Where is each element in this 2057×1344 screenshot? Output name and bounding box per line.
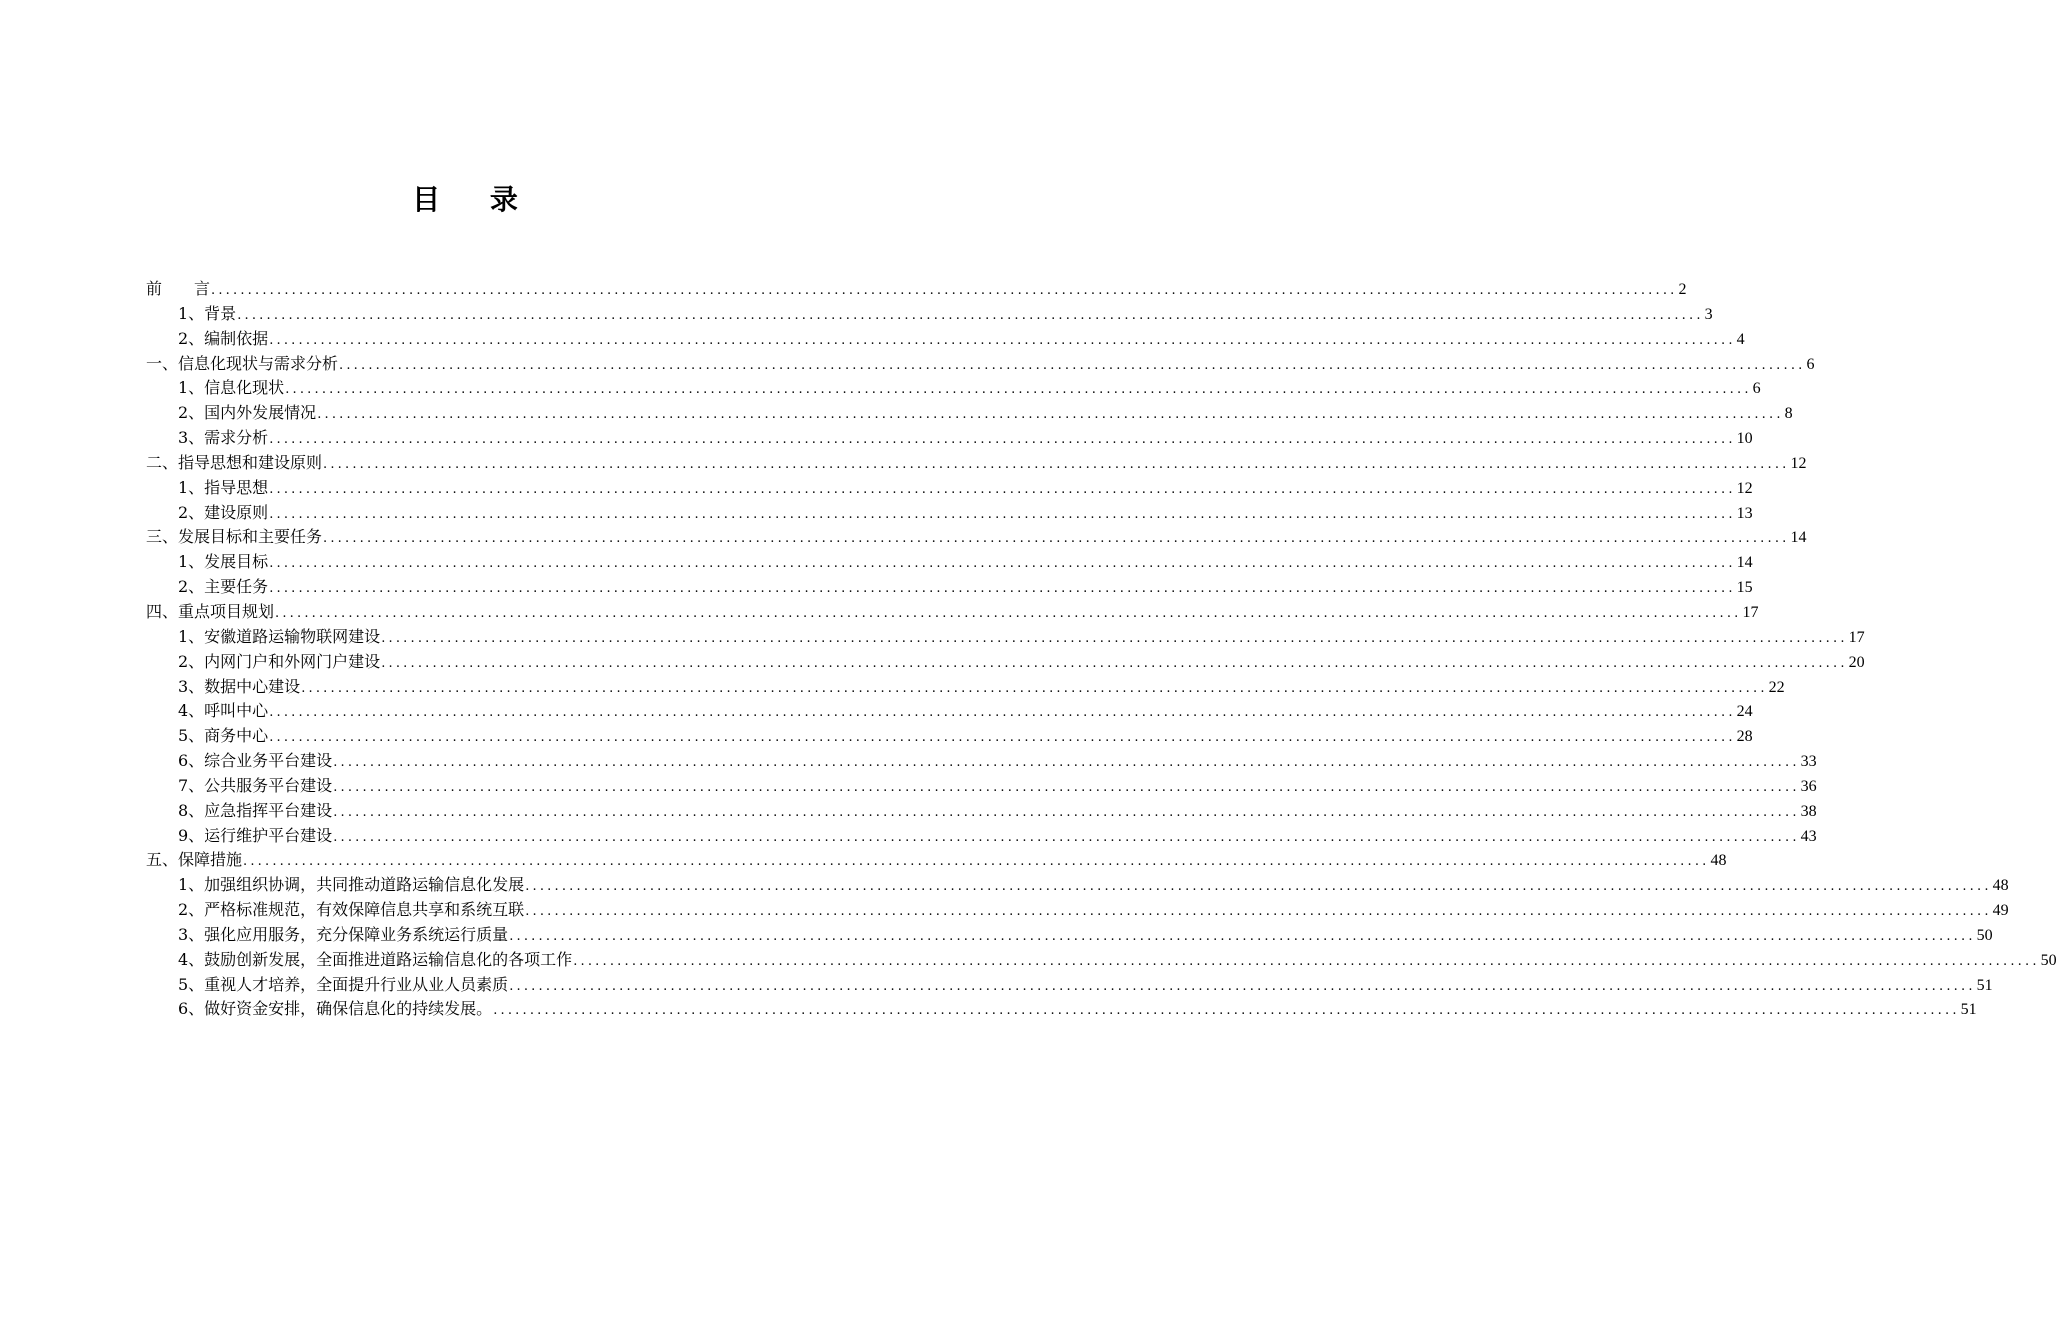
toc-entry-page-number: 22 [1768, 678, 1785, 696]
toc-entry[interactable] [146, 426, 1753, 451]
toc-entry-label: 三、发展目标和主要任务 [146, 527, 323, 547]
toc-entry-page-number: 36 [1800, 777, 1817, 795]
dot-leader: ........................................................................................................................................................................................................ [211, 283, 1678, 298]
toc-entry-label: 2、主要任务 [178, 577, 269, 597]
toc-entry-page-number: 51 [1960, 1001, 1977, 1019]
toc-entry-page-number: 48 [1710, 852, 1727, 870]
toc-entry-page-number: 13 [1736, 504, 1753, 522]
toc-title: 目 录 [412, 183, 538, 216]
toc-entry[interactable] [146, 948, 2057, 973]
toc-entry[interactable] [146, 848, 1727, 873]
toc-entry[interactable] [146, 600, 1759, 625]
toc-entry-label: 一、信息化现状与需求分析 [146, 353, 339, 373]
toc-entry[interactable] [146, 799, 1817, 824]
dot-leader: ........................................................................................................................................................................................................ [381, 630, 1848, 646]
table-of-contents [146, 277, 2057, 1022]
dot-leader: ........................................................................................................................................................................................................ [323, 531, 1790, 547]
toc-entry-page-number: 51 [1976, 976, 1993, 994]
toc-entry-page-number: 28 [1736, 728, 1753, 746]
toc-entry[interactable] [146, 352, 1815, 377]
toc-entry-label: 4、呼叫中心 [178, 701, 269, 721]
toc-entry-page-number: 6 [1752, 380, 1761, 398]
toc-entry-page-number: 2 [1678, 281, 1687, 298]
toc-entry-label: 1、信息化现状 [178, 378, 285, 398]
toc-entry-page-number: 3 [1704, 305, 1713, 323]
toc-entry-page-number: 50 [1976, 926, 1993, 944]
toc-entry[interactable] [146, 501, 1753, 526]
toc-entry-page-number: 17 [1848, 628, 1865, 646]
toc-entry-page-number: 14 [1736, 554, 1753, 572]
toc-entry[interactable] [146, 675, 1785, 700]
toc-entry-page-number: 12 [1736, 479, 1753, 497]
dot-leader: ........................................................................................................................................................................................................ [317, 407, 1784, 423]
toc-entry-label: 二、指导思想和建设原则 [146, 452, 323, 472]
toc-entry-label: 4、鼓励创新发展，全面推进道路运输信息化的各项工作 [178, 949, 573, 969]
toc-entry-label: 9、运行维护平台建设 [178, 825, 333, 845]
dot-leader: ........................................................................................................................................................................................................ [269, 332, 1736, 348]
toc-entry-page-number: 33 [1800, 753, 1817, 771]
dot-leader: ........................................................................................................................................................................................................ [509, 928, 1976, 944]
dot-leader: ........................................................................................................................................................................................................ [269, 432, 1736, 448]
dot-leader: ........................................................................................................................................................................................................ [493, 1003, 1960, 1019]
toc-entry-label: 3、强化应用服务，充分保障业务系统运行质量 [178, 924, 509, 944]
toc-entry-label: 2、国内外发展情况 [178, 403, 317, 423]
toc-entry[interactable] [146, 550, 1753, 575]
toc-entry[interactable] [146, 699, 1753, 724]
toc-entry-page-number: 6 [1806, 355, 1815, 373]
toc-entry-label: 6、综合业务平台建设 [178, 751, 333, 771]
toc-entry-label: 3、数据中心建设 [178, 676, 301, 696]
toc-entry-label: 7、公共服务平台建设 [178, 775, 333, 795]
toc-entry-label: 四、重点项目规划 [146, 601, 275, 621]
dot-leader: ........................................................................................................................................................................................................ [509, 978, 1976, 994]
dot-leader: ........................................................................................................................................................................................................ [269, 506, 1736, 522]
dot-leader: ........................................................................................................................................................................................................ [381, 655, 1848, 671]
toc-entry[interactable] [146, 997, 1977, 1022]
toc-entry-label: 五、保障措施 [146, 850, 243, 870]
dot-leader: ........................................................................................................................................................................................................ [333, 755, 1800, 771]
toc-entry-page-number: 8 [1784, 405, 1793, 423]
toc-entry-page-number: 48 [1992, 877, 2009, 895]
toc-entry-label: 2、内网门户和外网门户建设 [178, 651, 381, 671]
toc-entry[interactable] [146, 898, 2009, 923]
toc-entry-page-number: 50 [2040, 951, 2057, 969]
dot-leader: ........................................................................................................................................................................................................ [323, 456, 1790, 472]
dot-leader: ........................................................................................................................................................................................................ [525, 879, 1992, 895]
toc-entry-page-number: 49 [1992, 902, 2009, 920]
toc-entry[interactable] [146, 625, 1865, 650]
toc-entry[interactable] [146, 575, 1753, 600]
dot-leader: ........................................................................................................................................................................................................ [243, 854, 1710, 870]
toc-entry[interactable] [146, 451, 1807, 476]
toc-entry[interactable] [146, 724, 1753, 749]
toc-entry-page-number: 20 [1848, 653, 1865, 671]
dot-leader: ........................................................................................................................................................................................................ [573, 953, 2040, 969]
toc-entry[interactable] [146, 923, 1993, 948]
toc-entry-label: 2、编制依据 [178, 328, 269, 348]
toc-entry[interactable] [146, 476, 1753, 501]
dot-leader: ........................................................................................................................................................................................................ [269, 481, 1736, 497]
toc-entry-page-number: 12 [1790, 454, 1807, 472]
dot-leader: ........................................................................................................................................................................................................ [301, 680, 1768, 696]
dot-leader: ........................................................................................................................................................................................................ [333, 804, 1800, 820]
toc-entry-label: 前 言 [146, 279, 211, 298]
toc-entry[interactable] [146, 650, 1865, 675]
toc-entry-label: 8、应急指挥平台建设 [178, 800, 333, 820]
toc-entry-page-number: 43 [1800, 827, 1817, 845]
toc-entry-label: 5、商务中心 [178, 726, 269, 746]
toc-entry[interactable] [146, 749, 1817, 774]
dot-leader: ........................................................................................................................................................................................................ [525, 904, 1992, 920]
toc-entry[interactable] [146, 327, 1745, 352]
toc-entry-page-number: 4 [1736, 330, 1745, 348]
dot-leader: ........................................................................................................................................................................................................ [333, 829, 1800, 845]
toc-entry-label: 1、指导思想 [178, 477, 269, 497]
toc-entry-page-number: 14 [1790, 529, 1807, 547]
dot-leader: ........................................................................................................................................................................................................ [269, 581, 1736, 597]
dot-leader: ........................................................................................................................................................................................................ [269, 730, 1736, 746]
toc-entry[interactable] [146, 774, 1817, 799]
toc-entry[interactable] [146, 401, 1793, 426]
dot-leader: ........................................................................................................................................................................................................ [339, 357, 1806, 373]
toc-entry-label: 3、需求分析 [178, 428, 269, 448]
toc-entry-page-number: 17 [1742, 603, 1759, 621]
dot-leader: ........................................................................................................................................................................................................ [269, 705, 1736, 721]
dot-leader: ........................................................................................................................................................................................................ [333, 779, 1800, 795]
toc-entry[interactable] [146, 302, 1713, 327]
toc-entry-page-number: 24 [1736, 703, 1753, 721]
toc-entry-page-number: 15 [1736, 579, 1753, 597]
toc-entry-label: 6、做好资金安排，确保信息化的持续发展。 [178, 999, 493, 1019]
toc-entry[interactable] [146, 873, 2009, 898]
toc-entry-label: 2、严格标准规范，有效保障信息共享和系统互联 [178, 900, 525, 920]
toc-entry[interactable] [146, 277, 1687, 302]
toc-entry[interactable] [146, 376, 1761, 401]
dot-leader: ........................................................................................................................................................................................................ [275, 605, 1742, 621]
toc-entry-label: 2、建设原则 [178, 502, 269, 522]
toc-entry[interactable] [146, 525, 1807, 550]
toc-entry-label: 5、重视人才培养，全面提升行业从业人员素质 [178, 974, 509, 994]
toc-entry[interactable] [146, 824, 1817, 849]
toc-entry-page-number: 38 [1800, 802, 1817, 820]
toc-entry[interactable] [146, 973, 1993, 998]
toc-entry-label: 1、背景 [178, 303, 237, 323]
toc-entry-label: 1、加强组织协调，共同推动道路运输信息化发展 [178, 875, 525, 895]
toc-entry-page-number: 10 [1736, 430, 1753, 448]
dot-leader: ........................................................................................................................................................................................................ [285, 382, 1752, 398]
dot-leader: ........................................................................................................................................................................................................ [269, 556, 1736, 572]
toc-entry-label: 1、发展目标 [178, 552, 269, 572]
toc-entry-label: 1、安徽道路运输物联网建设 [178, 626, 381, 646]
dot-leader: ........................................................................................................................................................................................................ [237, 307, 1704, 323]
